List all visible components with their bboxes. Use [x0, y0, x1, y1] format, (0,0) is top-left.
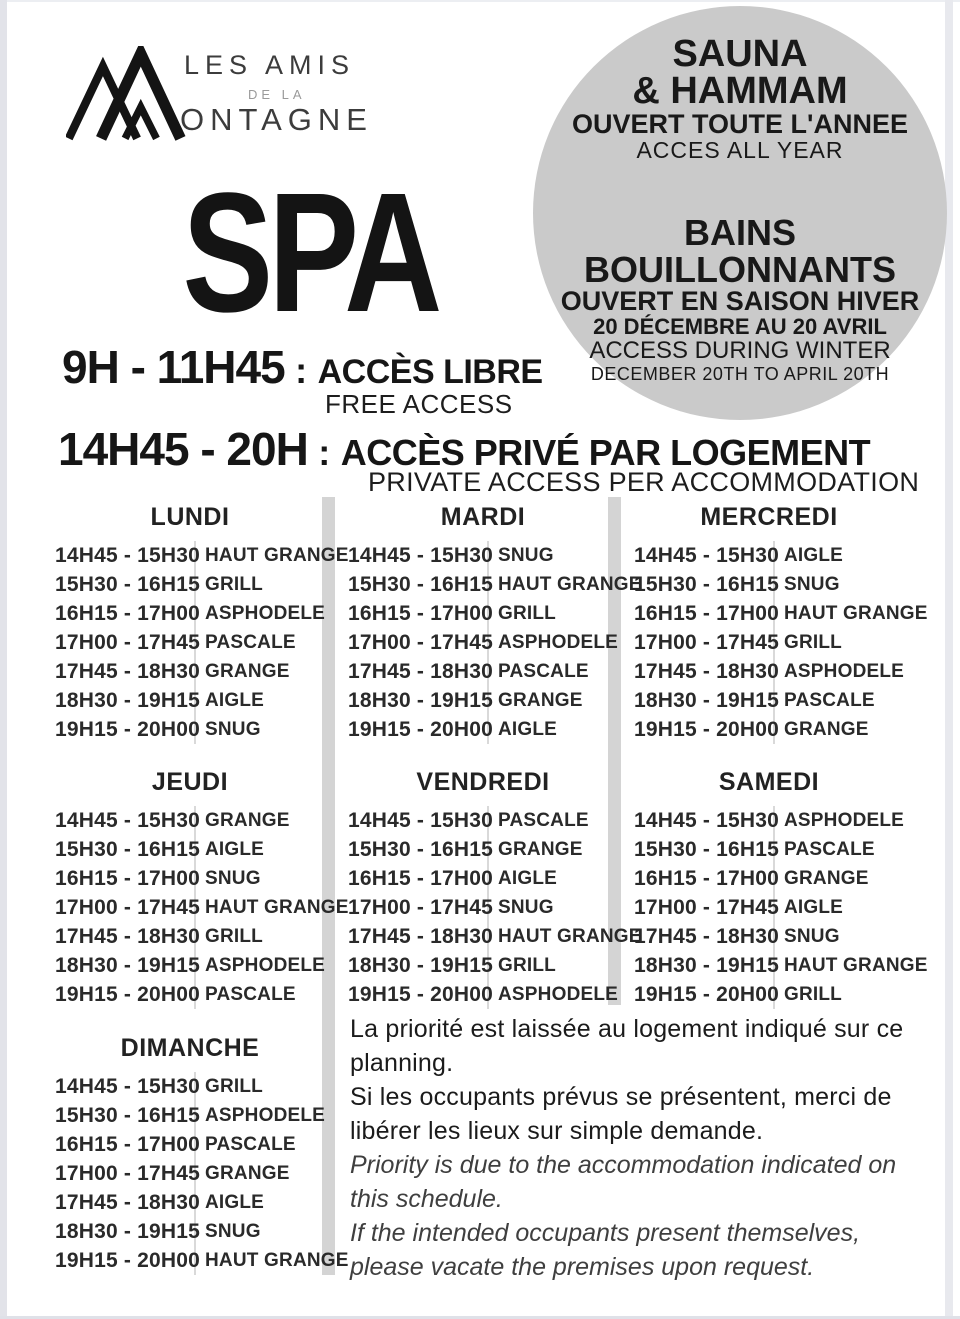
slot-row — [55, 806, 333, 835]
slot-row — [55, 835, 333, 864]
slot-lodging: GRANGE — [784, 718, 869, 740]
slot-lodging: ASPHODELE — [205, 954, 326, 976]
slot-row — [634, 657, 912, 686]
slot-lodging: SNUG — [205, 1220, 261, 1242]
slot-time: 14H45 - 15H30 — [55, 806, 196, 835]
slot-time: 18H30 - 19H15 — [55, 686, 196, 715]
slot-row — [348, 686, 626, 715]
slot-time: 14H45 - 15H30 — [634, 541, 775, 570]
slot-lodging: PASCALE — [498, 660, 589, 682]
slot-row — [348, 980, 626, 1009]
badge-bains-open-fr: OUVERT EN SAISON HIVER — [560, 286, 920, 316]
slot-lodging: HAUT GRANGE — [205, 896, 349, 918]
free-access-label-fr: ACCÈS LIBRE — [317, 353, 543, 391]
slot-row — [634, 628, 912, 657]
free-access-time: 9H - 11H45 — [62, 341, 285, 393]
slot-time: 17H00 - 17H45 — [634, 628, 775, 657]
slot-time: 18H30 - 19H15 — [634, 686, 775, 715]
slot-lodging: ASPHODELE — [498, 983, 619, 1005]
note-en: If the intended occupants present themselves, please vacate the premises upon request. — [350, 1219, 861, 1281]
slot-time: 17H00 - 17H45 — [55, 628, 196, 657]
slot-lodging: SNUG — [498, 896, 554, 918]
slot-time: 18H30 - 19H15 — [55, 951, 196, 980]
slot-lodging: GRILL — [498, 954, 556, 976]
slot-row — [55, 1072, 333, 1101]
slot-row — [348, 570, 642, 599]
slot-lodging: GRANGE — [205, 1162, 290, 1184]
slot-row — [634, 686, 912, 715]
page-edge-top — [0, 0, 960, 2]
slot-lodging: HAUT GRANGE — [205, 1249, 349, 1271]
slot-time: 15H30 - 16H15 — [55, 570, 196, 599]
day-table-jeudi — [55, 768, 349, 1009]
slot-row — [634, 980, 912, 1009]
slot-lodging: ASPHODELE — [498, 631, 619, 653]
slot-lodging: AIGLE — [498, 718, 558, 740]
les-amis-de-la-montagne-logo — [66, 40, 386, 155]
private-access-time: 14H45 - 20H — [58, 423, 308, 475]
badge-sauna-title-2: & HAMMAM — [632, 70, 848, 112]
slot-lodging: GRANGE — [784, 867, 869, 889]
slot-time: 18H30 - 19H15 — [634, 951, 775, 980]
day-header: SAMEDI — [718, 768, 820, 796]
slot-time: 17H00 - 17H45 — [55, 1159, 196, 1188]
day-header: JEUDI — [151, 768, 229, 796]
day-table-vendredi — [348, 768, 642, 1009]
slot-row — [634, 922, 912, 951]
slot-row — [634, 541, 912, 570]
priority-notes — [350, 1012, 928, 1284]
slot-row — [55, 1101, 333, 1130]
slot-time: 17H45 - 18H30 — [55, 657, 196, 686]
slot-lodging: GRILL — [784, 631, 842, 653]
slot-time: 15H30 - 16H15 — [348, 835, 489, 864]
slot-time: 17H45 - 18H30 — [634, 657, 775, 686]
slot-row — [348, 715, 626, 744]
slot-time: 19H15 - 20H00 — [348, 980, 489, 1009]
slot-row — [348, 541, 626, 570]
slot-time: 15H30 - 16H15 — [348, 570, 489, 599]
slot-row — [348, 628, 626, 657]
slot-lodging: GRILL — [205, 1075, 263, 1097]
slot-lodging: SNUG — [205, 718, 261, 740]
slot-row — [55, 980, 333, 1009]
slot-time: 14H45 - 15H30 — [348, 806, 489, 835]
slot-row — [634, 835, 912, 864]
slot-time: 16H15 - 17H00 — [348, 599, 489, 628]
slot-row — [634, 864, 912, 893]
slot-time: 16H15 - 17H00 — [55, 864, 196, 893]
day-header: VENDREDI — [416, 768, 550, 796]
slot-lodging: PASCALE — [205, 1133, 296, 1155]
logo-text-de-la: DE LA — [248, 87, 306, 102]
slot-row — [55, 1188, 333, 1217]
badge-bains-title-1: BAINS — [683, 212, 796, 253]
slot-time: 19H15 - 20H00 — [55, 715, 196, 744]
slot-lodging: AIGLE — [784, 544, 844, 566]
slot-lodging: GRANGE — [205, 660, 290, 682]
slot-lodging: HAUT GRANGE — [498, 573, 642, 595]
slot-time: 18H30 - 19H15 — [348, 686, 489, 715]
slot-lodging: AIGLE — [205, 689, 265, 711]
slot-time: 14H45 - 15H30 — [55, 541, 196, 570]
slot-row — [348, 835, 626, 864]
slot-lodging: ASPHODELE — [784, 809, 905, 831]
slot-row — [55, 541, 349, 570]
slot-lodging: PASCALE — [205, 983, 296, 1005]
day-header: MARDI — [440, 503, 526, 531]
slot-lodging: GRILL — [205, 573, 263, 595]
slot-lodging: AIGLE — [784, 896, 844, 918]
slot-row — [348, 951, 626, 980]
slot-time: 17H45 - 18H30 — [634, 922, 775, 951]
slot-row — [55, 893, 349, 922]
slot-row — [55, 715, 333, 744]
slot-time: 14H45 - 15H30 — [55, 1072, 196, 1101]
slot-time: 19H15 - 20H00 — [634, 980, 775, 1009]
slot-row — [348, 657, 626, 686]
slot-lodging: PASCALE — [498, 809, 589, 831]
free-access-label-en: FREE ACCESS — [325, 389, 513, 419]
slot-lodging: HAUT GRANGE — [498, 925, 642, 947]
slot-lodging: PASCALE — [784, 689, 875, 711]
slot-lodging: AIGLE — [205, 1191, 265, 1213]
slot-row — [55, 1130, 333, 1159]
slot-time: 15H30 - 16H15 — [55, 835, 196, 864]
slot-row — [55, 657, 333, 686]
slot-row — [55, 1217, 333, 1246]
slot-time: 17H00 - 17H45 — [55, 893, 196, 922]
free-access-colon: : — [295, 350, 308, 391]
slot-lodging: SNUG — [498, 544, 554, 566]
slot-lodging: PASCALE — [205, 631, 296, 653]
note-fr: La priorité est laissée au logement indiqué sur ce planning. — [350, 1015, 904, 1077]
sauna-hammam-badge — [533, 6, 947, 420]
slot-lodging: GRILL — [205, 925, 263, 947]
slot-row — [634, 570, 912, 599]
slot-row — [55, 864, 333, 893]
slot-time: 18H30 - 19H15 — [348, 951, 489, 980]
slot-row — [634, 599, 928, 628]
slot-lodging: GRANGE — [498, 838, 583, 860]
slot-time: 17H45 - 18H30 — [55, 922, 196, 951]
private-access-colon: : — [318, 432, 331, 473]
slot-lodging: ASPHODELE — [205, 1104, 326, 1126]
day-header: MERCREDI — [700, 503, 838, 531]
slot-time: 16H15 - 17H00 — [348, 864, 489, 893]
slot-time: 17H00 - 17H45 — [348, 893, 489, 922]
slot-row — [634, 951, 928, 980]
slot-row — [55, 1159, 333, 1188]
note-en: Priority is due to the accommodation indicated on this schedule. — [350, 1151, 897, 1213]
badge-bains-title-2: BOUILLONNANTS — [584, 249, 896, 290]
badge-sauna-open-en: ACCES ALL YEAR — [636, 137, 844, 163]
slot-time: 16H15 - 17H00 — [55, 1130, 196, 1159]
slot-time: 15H30 - 16H15 — [634, 835, 775, 864]
page-edge-left — [0, 0, 7, 1319]
slot-lodging: AIGLE — [205, 838, 265, 860]
slot-lodging: SNUG — [784, 573, 840, 595]
slot-row — [55, 628, 333, 657]
slot-row — [634, 893, 912, 922]
day-table-samedi — [634, 768, 928, 1009]
slot-time: 19H15 - 20H00 — [55, 980, 196, 1009]
slot-row — [634, 806, 912, 835]
slot-row — [55, 599, 333, 628]
slot-lodging: PASCALE — [784, 838, 875, 860]
badge-spacer — [533, 162, 947, 214]
slot-row — [348, 864, 626, 893]
slot-lodging: GRILL — [498, 602, 556, 624]
slot-lodging: SNUG — [205, 867, 261, 889]
slot-time: 14H45 - 15H30 — [634, 806, 775, 835]
slot-row — [55, 922, 333, 951]
logo-text-montagne: ONTAGNE — [180, 102, 373, 137]
slot-time: 17H45 - 18H30 — [348, 922, 489, 951]
page-title-spa: SPA — [182, 158, 438, 348]
slot-time: 19H15 - 20H00 — [55, 1246, 196, 1275]
logo-text-les-amis: LES AMIS — [184, 50, 356, 80]
mountain-icon — [66, 46, 186, 146]
slot-row — [348, 806, 626, 835]
slot-time: 17H45 - 18H30 — [55, 1188, 196, 1217]
slot-time: 19H15 - 20H00 — [634, 715, 775, 744]
slot-lodging: GRANGE — [498, 689, 583, 711]
slot-row — [634, 715, 912, 744]
slot-lodging: HAUT GRANGE — [784, 602, 928, 624]
badge-bains-dates-fr: 20 DÉCEMBRE AU 20 AVRIL — [593, 314, 887, 339]
day-table-mercredi — [634, 503, 928, 744]
slot-time: 15H30 - 16H15 — [55, 1101, 196, 1130]
note-fr: Si les occupants prévus se présentent, merci de libérer les lieux sur simple demande. — [350, 1083, 892, 1145]
slot-row — [348, 922, 642, 951]
slot-row — [348, 599, 626, 628]
slot-time: 17H00 - 17H45 — [634, 893, 775, 922]
slot-lodging: SNUG — [784, 925, 840, 947]
slot-lodging: HAUT GRANGE — [784, 954, 928, 976]
slot-time: 18H30 - 19H15 — [55, 1217, 196, 1246]
slot-time: 16H15 - 17H00 — [634, 599, 775, 628]
slot-time: 19H15 - 20H00 — [348, 715, 489, 744]
badge-bains-open-en: ACCESS DURING WINTER — [589, 337, 891, 364]
private-access-label-en: PRIVATE ACCESS PER ACCOMMODATION — [368, 467, 920, 497]
slot-row — [55, 686, 333, 715]
slot-row — [348, 893, 626, 922]
slot-lodging: GRANGE — [205, 809, 290, 831]
slot-lodging: AIGLE — [498, 867, 558, 889]
slot-time: 15H30 - 16H15 — [634, 570, 775, 599]
day-table-lundi — [55, 503, 349, 744]
slot-lodging: ASPHODELE — [205, 602, 326, 624]
slot-lodging: GRILL — [784, 983, 842, 1005]
slot-time: 16H15 - 17H00 — [634, 864, 775, 893]
slot-time: 14H45 - 15H30 — [348, 541, 489, 570]
slot-time: 16H15 - 17H00 — [55, 599, 196, 628]
slot-lodging: HAUT GRANGE — [205, 544, 349, 566]
slot-row — [55, 570, 333, 599]
day-table-mardi — [348, 503, 642, 744]
slot-time: 17H45 - 18H30 — [348, 657, 489, 686]
day-header: DIMANCHE — [120, 1034, 260, 1062]
slot-lodging: ASPHODELE — [784, 660, 905, 682]
badge-sauna-open-fr: OUVERT TOUTE L'ANNEE — [572, 109, 908, 139]
slot-time: 17H00 - 17H45 — [348, 628, 489, 657]
day-table-dimanche — [55, 1034, 349, 1275]
badge-sauna-title-1: SAUNA — [672, 33, 808, 75]
day-header: LUNDI — [150, 503, 230, 531]
slot-row — [55, 951, 333, 980]
slot-row — [55, 1246, 349, 1275]
free-access-headline — [62, 340, 543, 394]
private-access-label-fr: ACCÈS PRIVÉ PAR LOGEMENT — [340, 432, 871, 473]
badge-bains-dates-en: DECEMBER 20TH TO APRIL 20TH — [590, 364, 890, 384]
